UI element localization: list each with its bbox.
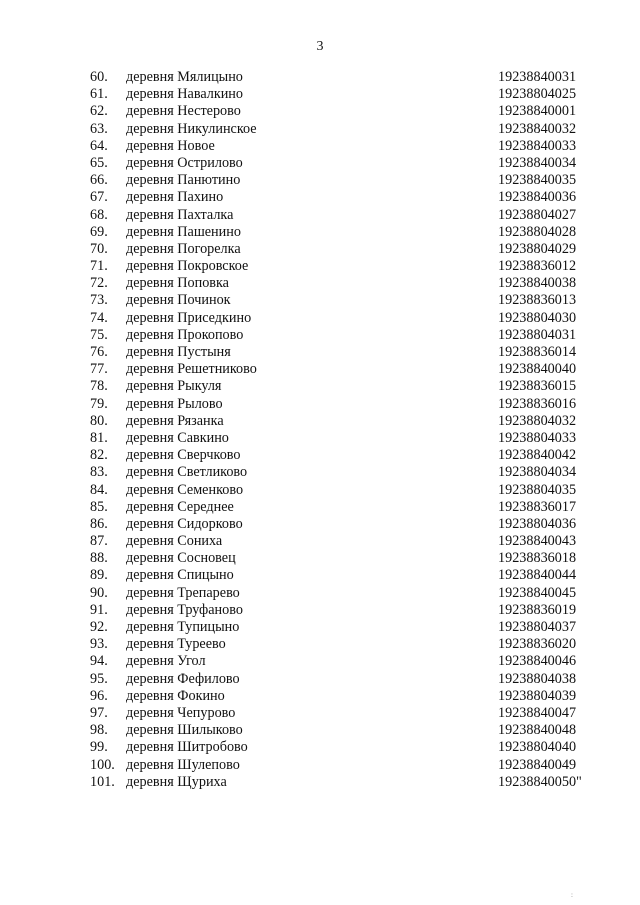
settlement-name: деревня Тупицыно <box>126 619 240 635</box>
list-item <box>0 653 640 670</box>
oktmo-code: 19238804032 <box>498 412 577 429</box>
oktmo-code: 19238840043 <box>498 533 577 550</box>
item-number: 94. <box>90 653 108 670</box>
settlement-name: деревня Труфаново <box>126 601 243 618</box>
oktmo-code: 19238804039 <box>498 687 577 704</box>
settlement-name: деревня Спицыно <box>126 567 234 584</box>
item-number: 67. <box>90 189 108 206</box>
settlement-name: деревня Прокопово <box>126 326 244 343</box>
item-number: 83. <box>90 464 108 481</box>
oktmo-code: 19238804035 <box>498 481 577 498</box>
list-item <box>0 172 640 189</box>
settlement-name: деревня Мялицыно <box>126 69 243 85</box>
list-item <box>0 103 640 120</box>
footer-mark: : <box>571 891 573 899</box>
item-number: 96. <box>90 687 108 704</box>
settlement-name: деревня Чепурово <box>126 704 236 721</box>
list-item <box>0 207 640 224</box>
item-number: 70. <box>90 240 108 257</box>
list-item <box>0 757 640 774</box>
settlement-name: деревня Починок <box>126 292 231 309</box>
page-number: 3 <box>316 39 324 54</box>
oktmo-code: 19238840032 <box>498 120 577 137</box>
oktmo-code: 19238840035 <box>498 172 577 189</box>
oktmo-code: 19238840046 <box>498 653 577 670</box>
item-number: 77. <box>90 361 108 378</box>
oktmo-code: 19238804029 <box>498 240 577 257</box>
settlement-name: деревня Фефилово <box>126 670 240 687</box>
oktmo-code: 19238804027 <box>498 206 577 223</box>
settlement-name: деревня Никулинское <box>126 120 257 137</box>
list-item <box>0 241 640 258</box>
item-number: 84. <box>90 481 108 498</box>
oktmo-code: 19238840036 <box>498 189 577 206</box>
oktmo-code: 19238804025 <box>498 86 577 103</box>
oktmo-code: 19238804040 <box>498 739 577 756</box>
oktmo-code: 19238840042 <box>498 447 577 464</box>
list-item <box>0 430 640 447</box>
item-number: 71. <box>90 258 108 275</box>
item-number: 75. <box>90 326 108 343</box>
oktmo-code: 19238836013 <box>498 292 577 309</box>
oktmo-code: 19238840050" <box>498 773 582 790</box>
settlement-name: деревня Угол <box>126 653 206 670</box>
oktmo-code: 19238840045 <box>498 584 577 601</box>
oktmo-code: 19238836014 <box>498 344 577 360</box>
list-item <box>0 344 640 361</box>
settlement-name: деревня Сидорково <box>126 515 243 532</box>
item-number: 85. <box>90 498 108 515</box>
list-item <box>0 447 640 464</box>
item-number: 93. <box>90 636 108 653</box>
oktmo-code: 19238836017 <box>498 498 577 515</box>
oktmo-code: 19238804031 <box>498 326 577 343</box>
settlement-name: деревня Фокино <box>126 687 225 704</box>
list-item <box>0 69 640 86</box>
oktmo-code: 19238840033 <box>498 137 577 154</box>
settlement-name: деревня Туреево <box>126 636 226 653</box>
oktmo-code: 19238836015 <box>498 378 577 395</box>
item-number: 63. <box>90 120 108 137</box>
settlement-name: деревня Покровское <box>126 258 249 275</box>
oktmo-code: 19238804036 <box>498 515 577 532</box>
oktmo-code: 19238840049 <box>498 756 577 773</box>
oktmo-code: 19238804034 <box>498 464 577 481</box>
oktmo-code: 19238836020 <box>498 636 577 653</box>
oktmo-code: 19238840038 <box>498 275 577 292</box>
settlement-name: деревня Нестерово <box>126 103 241 120</box>
list-item <box>0 499 640 516</box>
oktmo-code: 19238840031 <box>498 69 577 85</box>
list-item <box>0 636 640 653</box>
list-item <box>0 705 640 722</box>
settlement-list <box>0 69 640 791</box>
settlement-name: деревня Сосновец <box>126 550 236 567</box>
settlement-name: деревня Острилово <box>126 154 243 171</box>
list-item <box>0 550 640 567</box>
settlement-name: деревня Трепарево <box>126 584 240 601</box>
item-number: 100. <box>90 756 115 773</box>
settlement-name: деревня Сверчково <box>126 447 241 464</box>
item-number: 97. <box>90 704 108 721</box>
item-number: 78. <box>90 378 108 395</box>
list-item <box>0 396 640 413</box>
list-item <box>0 688 640 705</box>
item-number: 95. <box>90 670 108 687</box>
oktmo-code: 19238804030 <box>498 309 577 326</box>
settlement-name: деревня Новое <box>126 137 215 154</box>
item-number: 91. <box>90 601 108 618</box>
settlement-name: деревня Щуриха <box>126 773 227 790</box>
item-number: 99. <box>90 739 108 756</box>
oktmo-code: 19238836016 <box>498 395 577 412</box>
list-item <box>0 310 640 327</box>
list-item <box>0 275 640 292</box>
item-number: 72. <box>90 275 108 292</box>
item-number: 92. <box>90 619 108 635</box>
list-item <box>0 378 640 395</box>
settlement-name: деревня Шитробово <box>126 739 248 756</box>
list-item <box>0 533 640 550</box>
list-item <box>0 774 640 791</box>
item-number: 64. <box>90 137 108 154</box>
oktmo-code: 19238840048 <box>498 722 577 739</box>
settlement-name: деревня Рязанка <box>126 412 224 429</box>
oktmo-code: 19238840034 <box>498 154 577 171</box>
oktmo-code: 19238804038 <box>498 670 577 687</box>
item-number: 79. <box>90 395 108 412</box>
list-item <box>0 292 640 309</box>
settlement-name: деревня Пустыня <box>126 344 231 360</box>
oktmo-code: 19238840047 <box>498 704 577 721</box>
list-item <box>0 361 640 378</box>
list-item <box>0 585 640 602</box>
item-number: 60. <box>90 69 108 85</box>
list-item <box>0 121 640 138</box>
item-number: 73. <box>90 292 108 309</box>
list-item <box>0 739 640 756</box>
list-item <box>0 619 640 636</box>
item-number: 66. <box>90 172 108 189</box>
settlement-name: деревня Поповка <box>126 275 229 292</box>
settlement-name: деревня Решетниково <box>126 361 257 378</box>
settlement-name: деревня Шулепово <box>126 756 240 773</box>
oktmo-code: 19238836018 <box>498 550 577 567</box>
item-number: 86. <box>90 515 108 532</box>
oktmo-code: 19238836019 <box>498 601 577 618</box>
settlement-name: деревня Сониха <box>126 533 223 550</box>
oktmo-code: 19238840040 <box>498 361 577 378</box>
item-number: 65. <box>90 154 108 171</box>
item-number: 88. <box>90 550 108 567</box>
settlement-name: деревня Навалкино <box>126 86 243 103</box>
list-item <box>0 224 640 241</box>
oktmo-code: 19238840001 <box>498 103 577 120</box>
oktmo-code: 19238804028 <box>498 223 577 240</box>
item-number: 69. <box>90 223 108 240</box>
item-number: 76. <box>90 344 108 360</box>
item-number: 62. <box>90 103 108 120</box>
list-item <box>0 567 640 584</box>
settlement-name: деревня Шилыково <box>126 722 243 739</box>
settlement-name: деревня Савкино <box>126 429 229 446</box>
list-item <box>0 464 640 481</box>
settlement-name: деревня Рылово <box>126 395 223 412</box>
oktmo-code: 19238804037 <box>498 619 577 635</box>
list-item <box>0 722 640 739</box>
settlement-name: деревня Пахино <box>126 189 224 206</box>
list-item <box>0 138 640 155</box>
list-item <box>0 602 640 619</box>
item-number: 82. <box>90 447 108 464</box>
item-number: 89. <box>90 567 108 584</box>
item-number: 87. <box>90 533 108 550</box>
item-number: 80. <box>90 412 108 429</box>
list-item <box>0 189 640 206</box>
item-number: 101. <box>90 773 115 790</box>
settlement-name: деревня Светликово <box>126 464 248 481</box>
oktmo-code: 19238804033 <box>498 429 577 446</box>
list-item <box>0 671 640 688</box>
settlement-name: деревня Пашенино <box>126 223 241 240</box>
item-number: 61. <box>90 86 108 103</box>
list-item <box>0 258 640 275</box>
list-item <box>0 413 640 430</box>
list-item <box>0 482 640 499</box>
settlement-name: деревня Рыкуля <box>126 378 222 395</box>
settlement-name: деревня Погорелка <box>126 240 241 257</box>
list-item <box>0 516 640 533</box>
list-item <box>0 327 640 344</box>
settlement-name: деревня Приседкино <box>126 309 252 326</box>
item-number: 90. <box>90 584 108 601</box>
settlement-name: деревня Пахталка <box>126 206 234 223</box>
oktmo-code: 19238836012 <box>498 258 577 275</box>
item-number: 98. <box>90 722 108 739</box>
list-item <box>0 86 640 103</box>
item-number: 68. <box>90 206 108 223</box>
settlement-name: деревня Середнее <box>126 498 234 515</box>
item-number: 74. <box>90 309 108 326</box>
list-item <box>0 155 640 172</box>
item-number: 81. <box>90 429 108 446</box>
settlement-name: деревня Семенково <box>126 481 244 498</box>
oktmo-code: 19238840044 <box>498 567 577 584</box>
settlement-name: деревня Панютино <box>126 172 241 189</box>
